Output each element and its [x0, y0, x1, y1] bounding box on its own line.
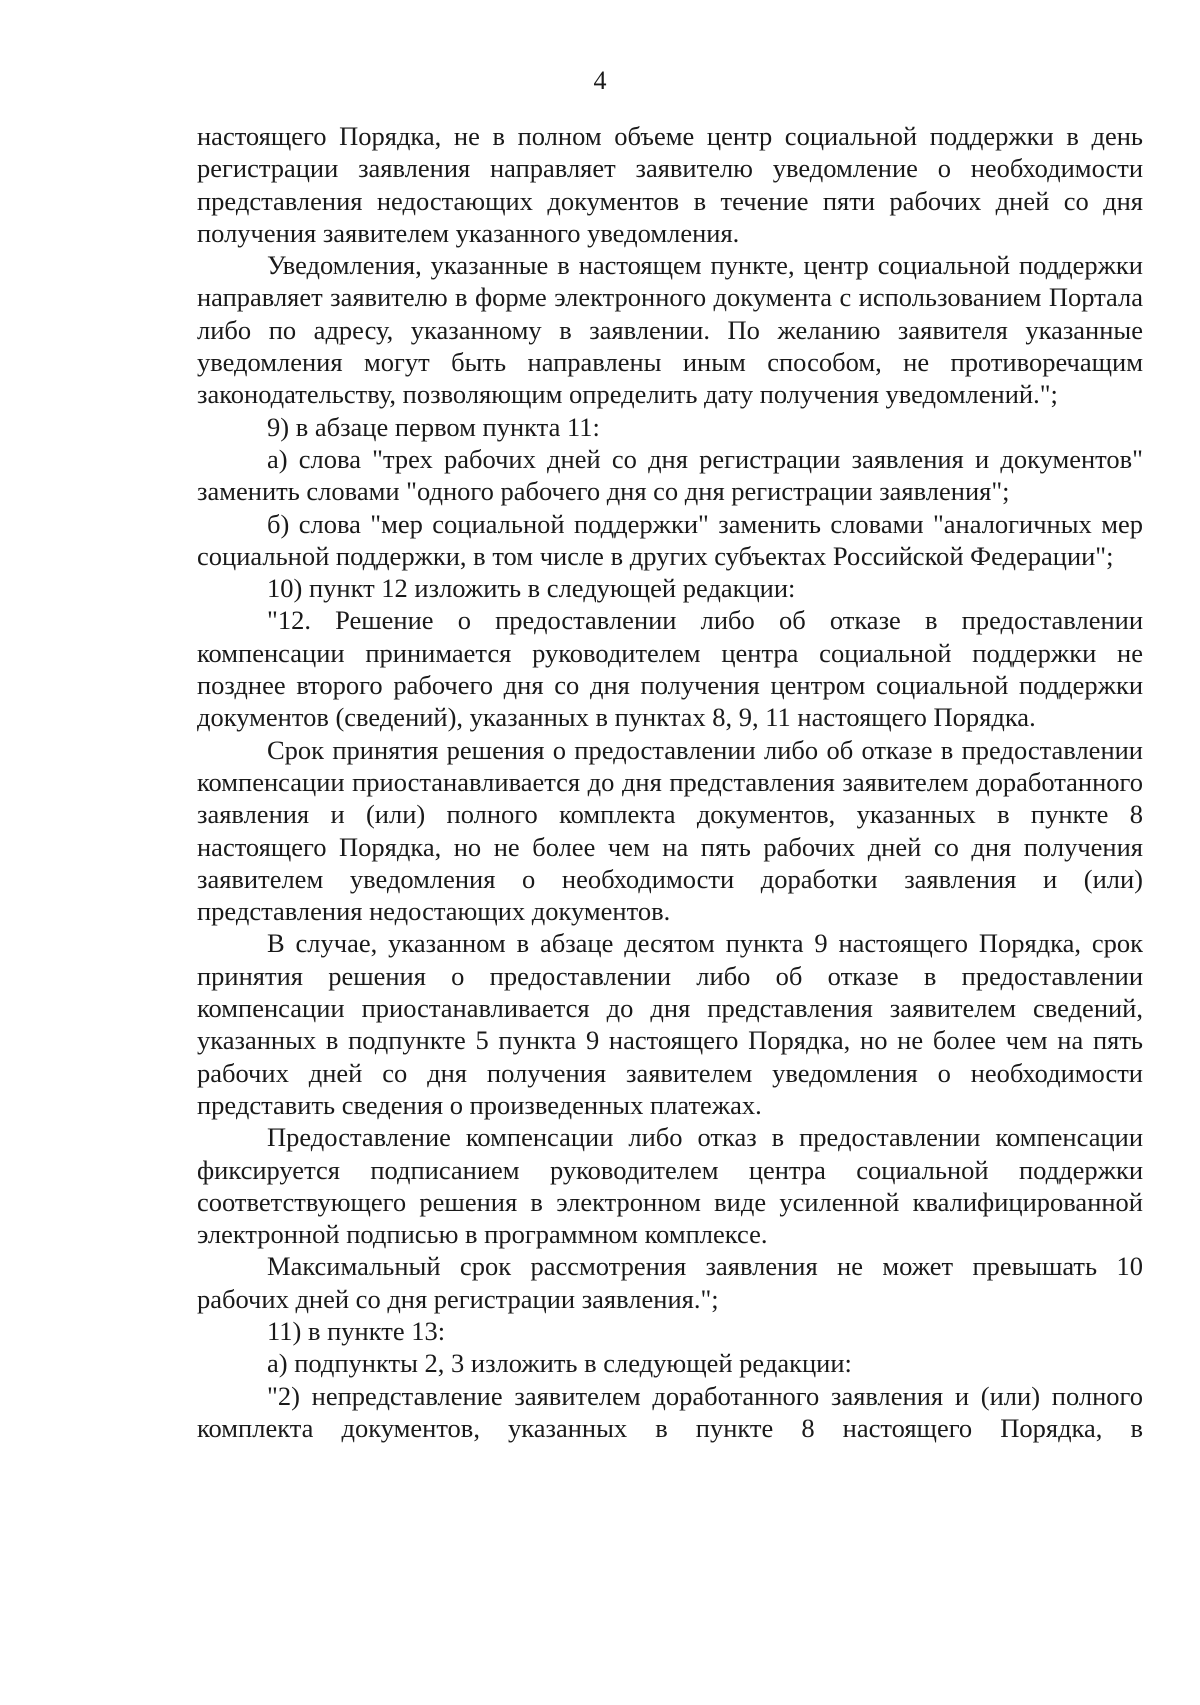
- paragraph-13: а) подпункты 2, 3 изложить в следующей редакции:: [267, 1348, 852, 1379]
- paragraph-5: б) слова "мер социальной поддержки" заменить словами "аналогичных мер социальной поддержки, в том числе в других субъектах Российской Федерации";: [197, 508, 1143, 571]
- paragraph-6: 10) пункт 12 изложить в следующей редакции:: [267, 573, 796, 604]
- paragraph-7: "12. Решение о предоставлении либо об отказе в предоставлении компенсации принимается руководителем центра социальной поддержки не позднее второго рабочего дня со дня получения центром социальной поддержки документов (сведений), указанных в пунктах 8, 9, 11 настоящего Порядка.: [197, 605, 1143, 733]
- paragraph-10: Предоставление компенсации либо отказ в предоставлении компенсации фиксируется подписанием руководителем центра социальной поддержки соответствующего решения в электронном виде усиленной квалифицированной электронной подписью в программном комплексе.: [197, 1122, 1143, 1250]
- paragraph-1: настоящего Порядка, не в полном объеме центр социальной поддержки в день регистрации заявления направляет заявителю уведомление о необходимости представления недостающих документов в течение пяти рабочих дней со дня получения заявителем указанного уведомления.: [197, 121, 1143, 248]
- document-body: [197, 120, 1143, 1444]
- paragraph-8: Срок принятия решения о предоставлении либо об отказе в предоставлении компенсации приостанавливается до дня представления заявителем доработанного заявления и (или) полного комплекта документов, указанных в пункте 8 настоящего Порядка, но не более чем на пять рабочих дней со дня получения заявителем уведомления о необходимости доработки заявления и (или) представления недостающих документов.: [197, 734, 1143, 927]
- paragraph-4: а) слова "трех рабочих дней со дня регистрации заявления и документов" заменить словами "одного рабочего дня со дня регистрации заявления";: [197, 443, 1143, 507]
- paragraph-3: 9) в абзаце первом пункта 11:: [267, 411, 600, 442]
- page-number: 4: [593, 66, 607, 95]
- paragraph-9: В случае, указанном в абзаце десятом пункта 9 настоящего Порядка, срок принятия решения о предоставлении либо об отказе в предоставлении компенсации приостанавливается до дня представления заявителем сведений, указанных в подпункте 5 пункта 9 настоящего Порядка, но не более чем на пять рабочих дней со дня получения заявителем уведомления о необходимости представить сведения о произведенных платежах.: [197, 928, 1143, 1120]
- paragraph-12: 11) в пункте 13:: [267, 1315, 446, 1346]
- paragraph-14: "2) непредставление заявителем доработанного заявления и (или) полного комплекта документов, указанных в пункте 8 настоящего Порядка, в: [197, 1380, 1143, 1443]
- paragraph-11: Максимальный срок рассмотрения заявления не может превышать 10 рабочих дней со дня регистрации заявления.";: [197, 1251, 1143, 1314]
- paragraph-2: Уведомления, указанные в настоящем пункте, центр социальной поддержки направляет заявителю в форме электронного документа с использованием Портала либо по адресу, указанному в заявлении. По желанию заявителя указанные уведомления могут быть направлены иным способом, не противоречащим законодательству, позволяющим определить дату получения уведомлений.";: [197, 250, 1143, 410]
